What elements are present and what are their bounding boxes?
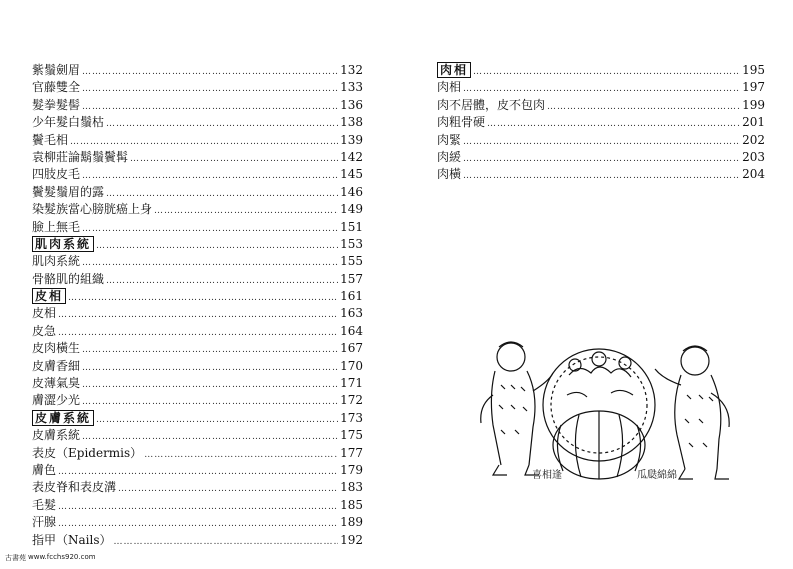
toc-entry-title: 膚色 [32,462,57,477]
toc-entry-title: 皮薄氣臭 [32,376,81,391]
toc-entry-title: 肌肉系統 [32,254,81,269]
dot-leader [82,360,338,377]
toc-entry-title: 肉相 [437,62,471,78]
toc-entry-title: 鬢毛相 [32,132,69,147]
toc-page-number: 197 [742,80,765,95]
toc-page-number: 157 [340,271,363,286]
toc-entry [32,462,363,479]
dot-leader [82,64,338,81]
toc-entry-title: 官藤雙全 [32,80,81,95]
toc-section-heading [437,62,765,79]
toc-entry [32,427,363,444]
toc-entry [32,271,363,288]
dot-leader [82,377,338,394]
dot-leader [68,290,338,307]
toc-entry [437,132,765,149]
toc-entry [32,114,363,131]
toc-page-number: 201 [742,115,765,130]
toc-entry [32,358,363,375]
toc-page-number: 170 [340,358,363,373]
toc-entry [32,62,363,79]
toc-page-number: 177 [340,445,363,460]
toc-page-number: 203 [742,149,765,164]
dot-leader [96,412,338,429]
toc-entry [32,340,363,357]
toc-entry [32,532,363,549]
toc-page-number: 167 [340,341,363,356]
dot-leader [547,99,740,116]
woodblock-illustration [449,335,749,485]
dot-leader [82,81,338,98]
dot-leader [154,203,338,220]
footer-watermark [5,553,96,563]
toc-page-number: 146 [340,184,363,199]
dot-leader [473,64,740,81]
illustration-caption-right: 瓜瓞綿綿 [637,470,677,481]
toc-entry [32,253,363,270]
toc-page-number: 183 [340,480,363,495]
dot-leader [82,99,338,116]
toc-page-number: 133 [340,80,363,95]
toc-entry-title: 表皮脊和表皮溝 [32,480,117,495]
dot-leader [114,534,339,551]
toc-entry-title: 毛髮 [32,497,57,512]
dot-leader [106,116,338,133]
toc-page-number: 204 [742,167,765,182]
toc-page-number: 164 [340,323,363,338]
toc-entry [32,79,363,96]
toc-entry [437,97,765,114]
toc-entry [32,201,363,218]
toc-list-right [437,62,765,184]
toc-entry [437,166,765,183]
toc-page-number: 179 [340,462,363,477]
toc-section-heading [32,236,363,253]
toc-entry [437,79,765,96]
toc-page-number: 138 [340,115,363,130]
dot-leader [82,255,338,272]
dot-leader [82,394,338,411]
toc-entry-title: 肉緊 [437,132,462,147]
toc-page-number: 163 [340,306,363,321]
dot-leader [463,151,740,168]
two-boys-with-melon-illustration [449,335,749,485]
toc-entry-title: 汗腺 [32,515,57,530]
toc-entry-title: 臉上無毛 [32,219,81,234]
toc-entry-title: 膚澀少光 [32,393,81,408]
toc-entry-title: 紫鬚劍眉 [32,63,81,77]
toc-page-number: 153 [340,236,363,251]
toc-entry-title: 骨骼肌的組織 [32,271,105,286]
toc-entry-title: 皮肉橫生 [32,341,81,356]
toc-entry [32,445,363,462]
dot-leader [58,307,338,324]
right-page [397,0,793,569]
toc-entry-title: 肉粗骨硬 [437,115,486,130]
toc-page-number: 192 [340,532,363,547]
toc-entry-title: 袁柳莊論鬍鬚鬢髯 [32,149,129,164]
toc-entry-title: 髮拳髮髻 [32,97,81,112]
toc-entry [32,132,363,149]
toc-entry [437,149,765,166]
dot-leader [487,116,740,133]
toc-entry-title: 皮膚系統 [32,428,81,443]
toc-page-number: 142 [340,149,363,164]
toc-entry-title: 皮相 [32,288,66,304]
toc-entry-title: 鬢髮鬚眉的露 [32,184,105,199]
toc-entry [437,114,765,131]
toc-entry-title: 四肢皮毛 [32,167,81,182]
toc-page-number: 202 [742,132,765,147]
toc-page-number: 161 [340,289,363,304]
toc-entry-title: 肌肉系統 [32,236,94,252]
toc-page-number: 172 [340,393,363,408]
toc-page-number: 199 [742,97,765,112]
toc-entry-title: 皮膚系統 [32,410,94,426]
dot-leader [58,499,338,516]
toc-entry-title: 皮急 [32,323,57,338]
dot-leader [130,151,338,168]
toc-entry [32,149,363,166]
toc-entry-title: 表皮（Epidermis） [32,445,143,460]
toc-entry [32,305,363,322]
toc-entry-title: 指甲（Nails） [32,532,112,547]
toc-entry [32,184,363,201]
illustration-caption-left: 喜相逢 [532,470,562,481]
toc-page-number: 155 [340,254,363,269]
toc-entry [32,166,363,183]
toc-entry [32,514,363,531]
toc-page-number: 189 [340,515,363,530]
toc-entry [32,479,363,496]
right-boy-head [681,347,709,375]
toc-list-left [32,62,363,549]
footer-url: www.fcchs920.com [28,553,96,561]
toc-section-heading [32,410,363,427]
toc-page-number: 185 [340,497,363,512]
toc-entry-title: 肉相 [437,80,462,95]
toc-entry [32,392,363,409]
dot-leader [82,342,338,359]
toc-entry-title: 皮膚香細 [32,358,81,373]
dot-leader [463,168,740,185]
toc-page-number: 136 [340,97,363,112]
toc-entry [32,219,363,236]
toc-entry-title: 染髮族當心膀胱癌上身 [32,202,153,217]
toc-page-number: 151 [340,219,363,234]
toc-entry [32,497,363,514]
toc-entry [32,375,363,392]
toc-page-number: 132 [340,63,363,77]
toc-entry [32,97,363,114]
dot-leader [96,238,338,255]
dot-leader [106,273,338,290]
toc-entry-title: 少年髮白鬚枯 [32,115,105,130]
dot-leader [463,134,740,151]
toc-page-number: 149 [340,202,363,217]
dot-leader [144,447,338,464]
dot-leader [58,325,338,342]
left-boy-head [497,343,525,371]
toc-page-number: 139 [340,132,363,147]
toc-entry-title: 肉不居體，皮不包肉 [437,97,546,112]
toc-entry-title: 肉橫 [437,167,462,182]
toc-entry [32,323,363,340]
dot-leader [82,168,338,185]
toc-page-number: 173 [340,410,363,425]
toc-page-number: 145 [340,167,363,182]
toc-section-heading [32,288,363,305]
dot-leader [118,481,338,498]
dot-leader [82,221,338,238]
toc-page-number: 171 [340,376,363,391]
left-page [0,0,396,569]
toc-page-number: 175 [340,428,363,443]
toc-entry-title: 皮相 [32,306,57,321]
toc-page-number: 195 [742,63,765,77]
toc-entry-title: 肉緩 [437,149,462,164]
footer-logo-text: 古書苑 [5,554,26,562]
